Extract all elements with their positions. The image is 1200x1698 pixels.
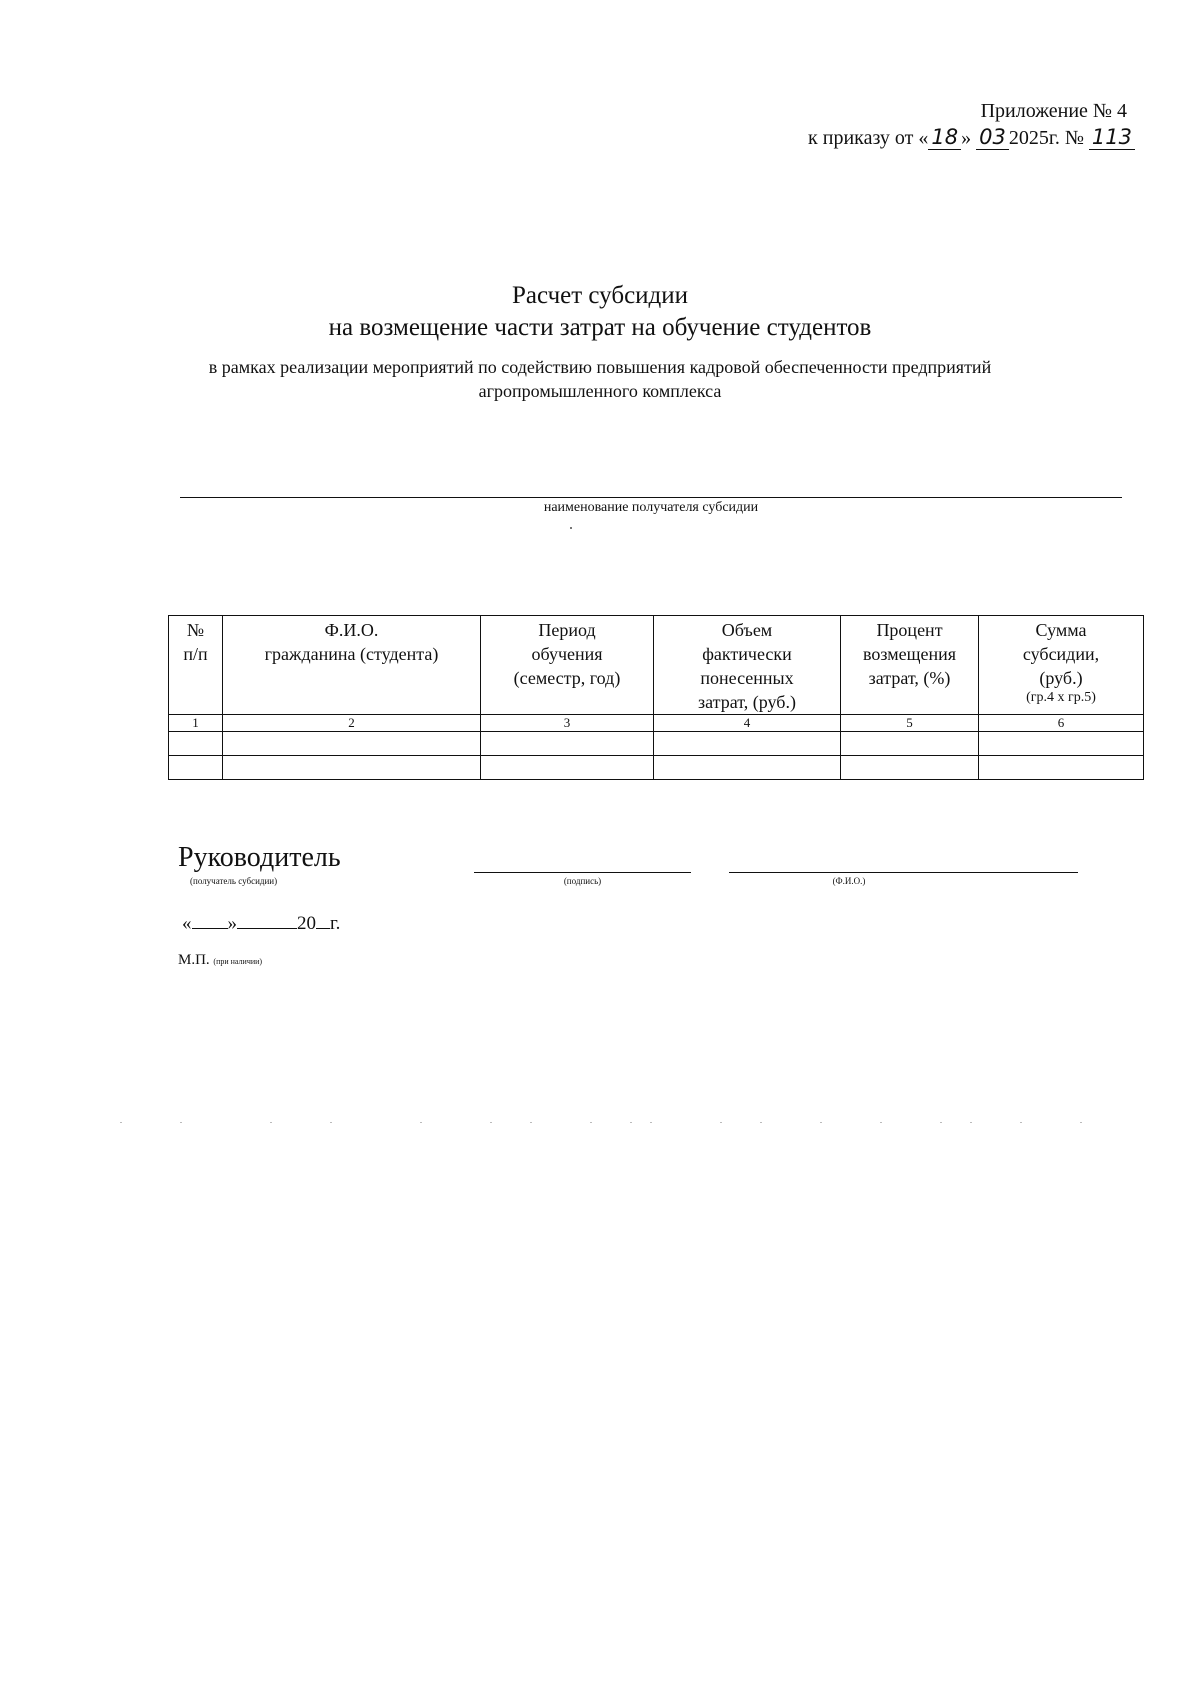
table-header-col-2 [223, 616, 481, 715]
table-cell [654, 756, 841, 780]
scan-dot [650, 1122, 652, 1123]
header-line: (семестр, год) [513, 668, 621, 688]
signature-caption: (подпись) [563, 876, 602, 886]
scan-dot [970, 1122, 972, 1123]
header-line: обучения [531, 644, 603, 664]
table-header-col-6 [979, 616, 1144, 715]
date-month-blank [237, 912, 297, 929]
header-line: субсидии, [1022, 644, 1100, 664]
table-row [169, 756, 1144, 780]
column-number-cell: 6 [979, 715, 1144, 732]
column-number-cell: 2 [223, 715, 481, 732]
header-line: № [186, 620, 205, 640]
header-line: Процент [876, 620, 943, 640]
table-cell [223, 756, 481, 780]
stamp-label: М.П. [178, 952, 210, 968]
date-open-quote: « [182, 913, 192, 934]
head-sub-caption: (получатель субсидии) [190, 876, 278, 886]
column-number-row [169, 715, 1144, 732]
document-title: Расчет субсидии [511, 282, 689, 309]
date-field [182, 912, 340, 935]
scan-dot [1020, 1122, 1022, 1123]
scan-dot [820, 1122, 822, 1123]
table-cell [223, 732, 481, 756]
header-line: понесенных [700, 668, 794, 688]
scan-dot [590, 1122, 592, 1123]
column-number-cell: 5 [841, 715, 979, 732]
table-header-row [169, 616, 1144, 715]
order-number-handwritten: 113 [1089, 125, 1135, 150]
table-header-col-4 [654, 616, 841, 715]
header-line: Объем [721, 620, 773, 640]
scan-dot [1080, 1122, 1082, 1123]
header-line: Период [538, 620, 596, 640]
scan-dot [880, 1122, 882, 1123]
table-header-col-5 [841, 616, 979, 715]
head-label: Руководитель [178, 842, 341, 873]
fio-caption: (Ф.И.О.) [832, 876, 866, 886]
column-number-cell: 4 [654, 715, 841, 732]
date-year-blank [316, 912, 330, 929]
scan-dot [530, 1122, 532, 1123]
order-day-handwritten: 18 [928, 125, 961, 150]
header-line: фактически [702, 644, 792, 664]
order-quote-close: » [961, 127, 972, 149]
date-day-blank [192, 912, 228, 929]
header-formula: (гр.4 x гр.5) [1026, 690, 1096, 705]
fio-line [729, 872, 1078, 873]
table-cell [481, 756, 654, 780]
stamp-note: (при наличии) [213, 957, 263, 966]
scan-dot [270, 1122, 272, 1123]
stamp-placeholder [178, 952, 262, 969]
header-line: возмещения [862, 644, 956, 664]
scan-artifacts [120, 1122, 1110, 1124]
header-line: п/п [183, 644, 208, 664]
scan-dot [760, 1122, 762, 1123]
scan-dot [630, 1122, 632, 1123]
table-cell [169, 756, 223, 780]
table-cell [979, 732, 1144, 756]
signature-line [474, 872, 691, 873]
document-subtitle-line2: агропромышленного комплекса [478, 381, 722, 401]
table-row [169, 732, 1144, 756]
recipient-caption: наименование получателя субсидии [543, 500, 759, 515]
scan-dot [490, 1122, 492, 1123]
subsidy-table [168, 615, 1144, 780]
header-line: затрат, (%) [868, 668, 951, 688]
table-header-col-1 [169, 616, 223, 715]
document-title-line2: на возмещение части затрат на обучение студентов [328, 314, 872, 341]
column-number-cell: 1 [169, 715, 223, 732]
header-line: Ф.И.О. [324, 620, 379, 640]
order-reference [808, 125, 1135, 150]
date-year: 20 [297, 913, 316, 934]
document-subtitle: в рамках реализации мероприятий по содействию повышения кадровой обеспеченности предприятий [208, 357, 992, 377]
date-close-quote: » [227, 913, 237, 934]
scan-dot [120, 1122, 122, 1123]
scan-speck [570, 527, 572, 529]
table-cell [654, 732, 841, 756]
table-cell [979, 756, 1144, 780]
scan-dot [330, 1122, 332, 1123]
column-number-cell: 3 [481, 715, 654, 732]
table-cell [169, 732, 223, 756]
date-suffix: г. [330, 913, 341, 934]
recipient-name-line [180, 497, 1122, 498]
header-line: затрат, (руб.) [698, 692, 796, 712]
header-line: Сумма [1035, 620, 1087, 640]
order-month-handwritten: 03 [976, 125, 1009, 150]
order-year: 2025г. № [1008, 127, 1084, 149]
header-line: (руб.) [1039, 668, 1083, 688]
table-header-col-3 [481, 616, 654, 715]
scan-dot [180, 1122, 182, 1123]
table-cell [481, 732, 654, 756]
table-cell [841, 756, 979, 780]
appendix-number: Приложение № 4 [980, 100, 1127, 122]
scan-dot [940, 1122, 942, 1123]
header-line: гражданина (студента) [264, 644, 439, 664]
scan-dot [720, 1122, 722, 1123]
scan-dot [420, 1122, 422, 1123]
order-prefix: к приказу от « [808, 127, 929, 149]
table-cell [841, 732, 979, 756]
